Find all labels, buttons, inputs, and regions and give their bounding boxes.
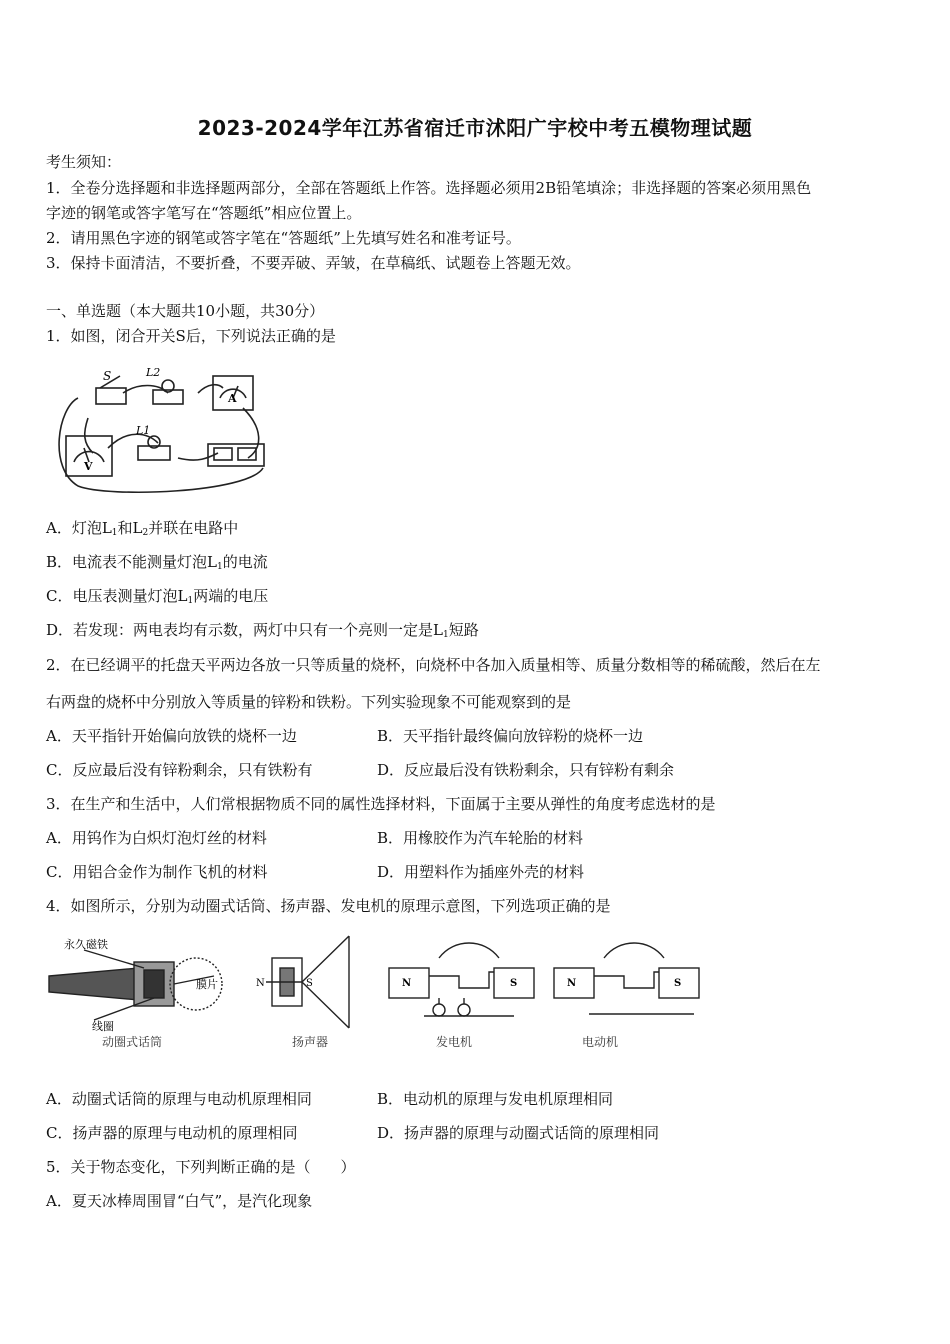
- notice-heading: 考生须知：: [46, 153, 122, 171]
- q5-option-a: A．夏天冰棒周围冒“白气”，是汽化现象: [46, 1192, 313, 1210]
- speaker-caption: 扬声器: [292, 1035, 329, 1049]
- q4-option-a: A．动圈式话筒的原理与电动机原理相同: [46, 1090, 312, 1108]
- speaker-n-label: N: [256, 978, 265, 989]
- q5-stem: 5．关于物态变化，下列判断正确的是（ ）: [46, 1158, 356, 1176]
- ammeter-label: A: [228, 392, 237, 405]
- page-title: 2023-2024学年江苏省宿迁市沭阳广宇校中考五模物理试题: [197, 116, 753, 140]
- q3-option-a: A．用钨作为白炽灯泡灯丝的材料: [46, 829, 267, 847]
- q3-option-b: B．用橡胶作为汽车轮胎的材料: [377, 829, 584, 847]
- generator-s-label: S: [510, 978, 518, 989]
- notice-item-1: 1．全卷分选择题和非选择题两部分，全部在答题纸上作答。选择题必须用2B铅笔填涂；非选择题的答案必须用黑色: [46, 179, 812, 197]
- q3-stem: 3．在生产和生活中，人们常根据物质不同的属性选择材料，下面属于主要从弹性的角度考虑选材的是: [46, 795, 716, 813]
- q2-option-c: C．反应最后没有锌粉剩余，只有铁粉有: [46, 761, 313, 779]
- notice-item-1-cont: 字迹的钢笔或答字笔写在“答题纸”相应位置上。: [46, 204, 362, 222]
- notice-item-3: 3．保持卡面清洁，不要折叠，不要弄破、弄皱，在草稿纸、试题卷上答题无效。: [46, 254, 581, 272]
- coil-label: 线圈: [92, 1020, 114, 1033]
- q2-option-d: D．反应最后没有铁粉剩余，只有锌粉有剩余: [377, 761, 675, 779]
- magnet-label: 永久磁铁: [64, 938, 108, 951]
- q2-option-a: A．天平指针开始偏向放铁的烧杯一边: [46, 727, 297, 745]
- q1-option-d: D．若发现：两电表均有示数，两灯中只有一个亮则一定是$L_1$短路: [46, 621, 479, 640]
- q3-option-d: D．用塑料作为插座外壳的材料: [377, 863, 585, 881]
- generator-caption: 发电机: [436, 1035, 473, 1049]
- q2-stem-cont: 右两盘的烧杯中分别放入等质量的锌粉和铁粉。下列实验现象不可能观察到的是: [46, 693, 572, 711]
- motor-s-label: S: [674, 978, 682, 989]
- switch-label: S: [103, 369, 112, 383]
- motor-caption: 电动机: [582, 1035, 619, 1049]
- q2-option-b: B．天平指针最终偏向放锌粉的烧杯一边: [377, 727, 644, 745]
- lamp-l2-label: L2: [146, 366, 161, 379]
- q1-option-a: A．灯泡$L_1$和$L_2$并联在电路中: [46, 519, 239, 538]
- q4-stem: 4．如图所示，分别为动圈式话筒、扬声器、发电机的原理示意图，下列选项正确的是: [46, 897, 611, 915]
- diaphragm-label: 膜片: [196, 978, 218, 991]
- q4-option-d: D．扬声器的原理与动圈式话筒的原理相同: [377, 1124, 660, 1142]
- mic-caption: 动圈式话筒: [102, 1035, 163, 1049]
- voltmeter-label: V: [84, 460, 93, 473]
- q1-option-b: B．电流表不能测量灯泡$L_1$的电流: [46, 553, 268, 572]
- motor-n-label: N: [567, 978, 577, 989]
- q1-circuit-figure: [48, 358, 278, 498]
- q3-option-c: C．用铝合金作为制作飞机的材料: [46, 863, 268, 881]
- q4-option-c: C．扬声器的原理与电动机的原理相同: [46, 1124, 298, 1142]
- speaker-s-label: S: [306, 978, 313, 989]
- q1-stem: 1．如图，闭合开关S后，下列说法正确的是: [46, 327, 336, 345]
- q2-stem: 2．在已经调平的托盘天平两边各放一只等质量的烧杯，向烧杯中各加入质量相等、质量分数相等的稀硫酸，然后在左: [46, 656, 821, 674]
- q1-option-c: C．电压表测量灯泡$L_1$两端的电压: [46, 587, 269, 606]
- q4-figure: [44, 928, 714, 1058]
- lamp-l1-label: L1: [136, 424, 151, 437]
- section-heading: 一、单选题（本大题共10小题，共30分）: [46, 302, 325, 320]
- notice-item-2: 2．请用黑色字迹的钢笔或答字笔在“答题纸”上先填写姓名和准考证号。: [46, 229, 521, 247]
- q4-option-b: B．电动机的原理与发电机原理相同: [377, 1090, 614, 1108]
- generator-n-label: N: [402, 978, 412, 989]
